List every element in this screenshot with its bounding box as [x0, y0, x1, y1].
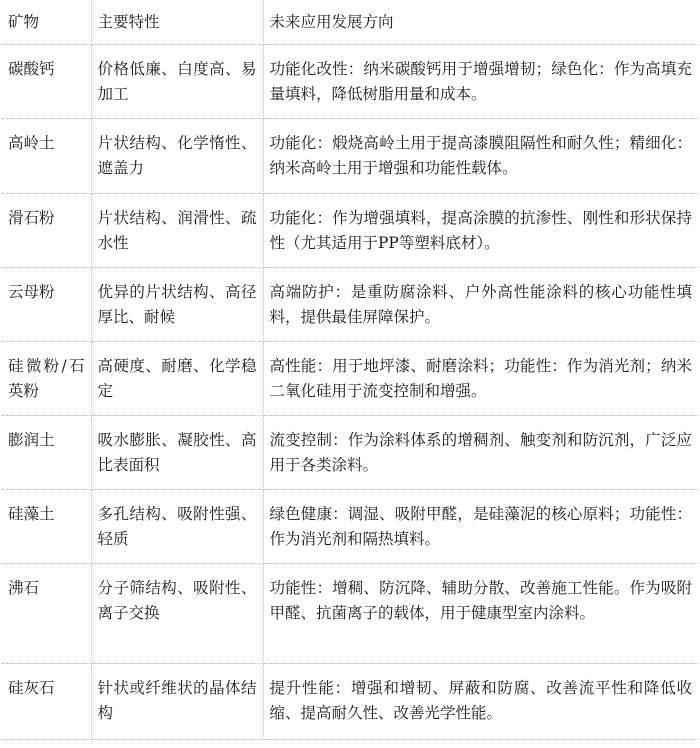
- properties-cell: 优异的片状结构、高径厚比、耐候: [91, 267, 263, 341]
- properties-cell: 吸水膨胀、凝胶性、高比表面积: [91, 415, 263, 489]
- direction-cell: 高端防护：是重防腐涂料、户外高性能涂料的核心功能性填料，提供最佳屏障保护。: [263, 267, 698, 341]
- direction-cell: 提升性能：增强和增韧、屏蔽和防腐、改善流平性和降低收缩、提高耐久性、改善光学性能。: [263, 663, 698, 739]
- table-row: [2, 489, 698, 563]
- table-row: [2, 341, 698, 415]
- direction-cell: 流变控制：作为涂料体系的增稠剂、触变剂和防沉剂，广泛应用于各类涂料。: [263, 415, 698, 489]
- header-mineral: 矿物: [2, 0, 91, 44]
- properties-cell: 片状结构、化学惰性、遮盖力: [91, 118, 263, 193]
- mineral-cell: 碳酸钙: [2, 44, 91, 118]
- mineral-cell: 膨润土: [2, 415, 91, 489]
- mineral-cell: 硅微粉/石英粉: [2, 341, 91, 415]
- minerals-table: [2, 0, 698, 740]
- table-row: [2, 118, 698, 193]
- table-row: [2, 267, 698, 341]
- mineral-cell: 高岭土: [2, 118, 91, 193]
- direction-cell: 功能性：增稠、防沉降、辅助分散、改善施工性能。作为吸附甲醛、抗菌离子的载体，用于健康型室内涂料。: [263, 563, 698, 663]
- table-row: [2, 44, 698, 118]
- mineral-cell: 硅灰石: [2, 663, 91, 739]
- properties-cell: 分子筛结构、吸附性、离子交换: [91, 563, 263, 663]
- properties-cell: 片状结构、润滑性、疏水性: [91, 193, 263, 267]
- direction-cell: 绿色健康：调湿、吸附甲醛，是硅藻泥的核心原料；功能性：作为消光剂和隔热填料。: [263, 489, 698, 563]
- direction-cell: 功能化：煅烧高岭土用于提高漆膜阻隔性和耐久性；精细化：纳米高岭土用于增强和功能性载体。: [263, 118, 698, 193]
- table-row: [2, 563, 698, 663]
- properties-cell: 多孔结构、吸附性强、轻质: [91, 489, 263, 563]
- table-row: [2, 663, 698, 739]
- direction-cell: 功能化：作为增强填料，提高涂膜的抗渗性、刚性和形状保持性（尤其适用于PP等塑料底材）。: [263, 193, 698, 267]
- properties-cell: 针状或纤维状的晶体结构: [91, 663, 263, 739]
- mineral-cell: 沸石: [2, 563, 91, 663]
- properties-cell: 高硬度、耐磨、化学稳定: [91, 341, 263, 415]
- header-direction: 未来应用发展方向: [263, 0, 698, 44]
- direction-cell: 高性能：用于地坪漆、耐磨涂料；功能性：作为消光剂；纳米二氧化硅用于流变控制和增强。: [263, 341, 698, 415]
- mineral-cell: 硅藻土: [2, 489, 91, 563]
- mineral-cell: 滑石粉: [2, 193, 91, 267]
- mineral-cell: 云母粉: [2, 267, 91, 341]
- table-row: [2, 193, 698, 267]
- table-header-row: [2, 0, 698, 44]
- header-properties: 主要特性: [91, 0, 263, 44]
- table-row: [2, 415, 698, 489]
- direction-cell: 功能化改性：纳米碳酸钙用于增强增韧；绿色化：作为高填充量填料，降低树脂用量和成本。: [263, 44, 698, 118]
- properties-cell: 价格低廉、白度高、易加工: [91, 44, 263, 118]
